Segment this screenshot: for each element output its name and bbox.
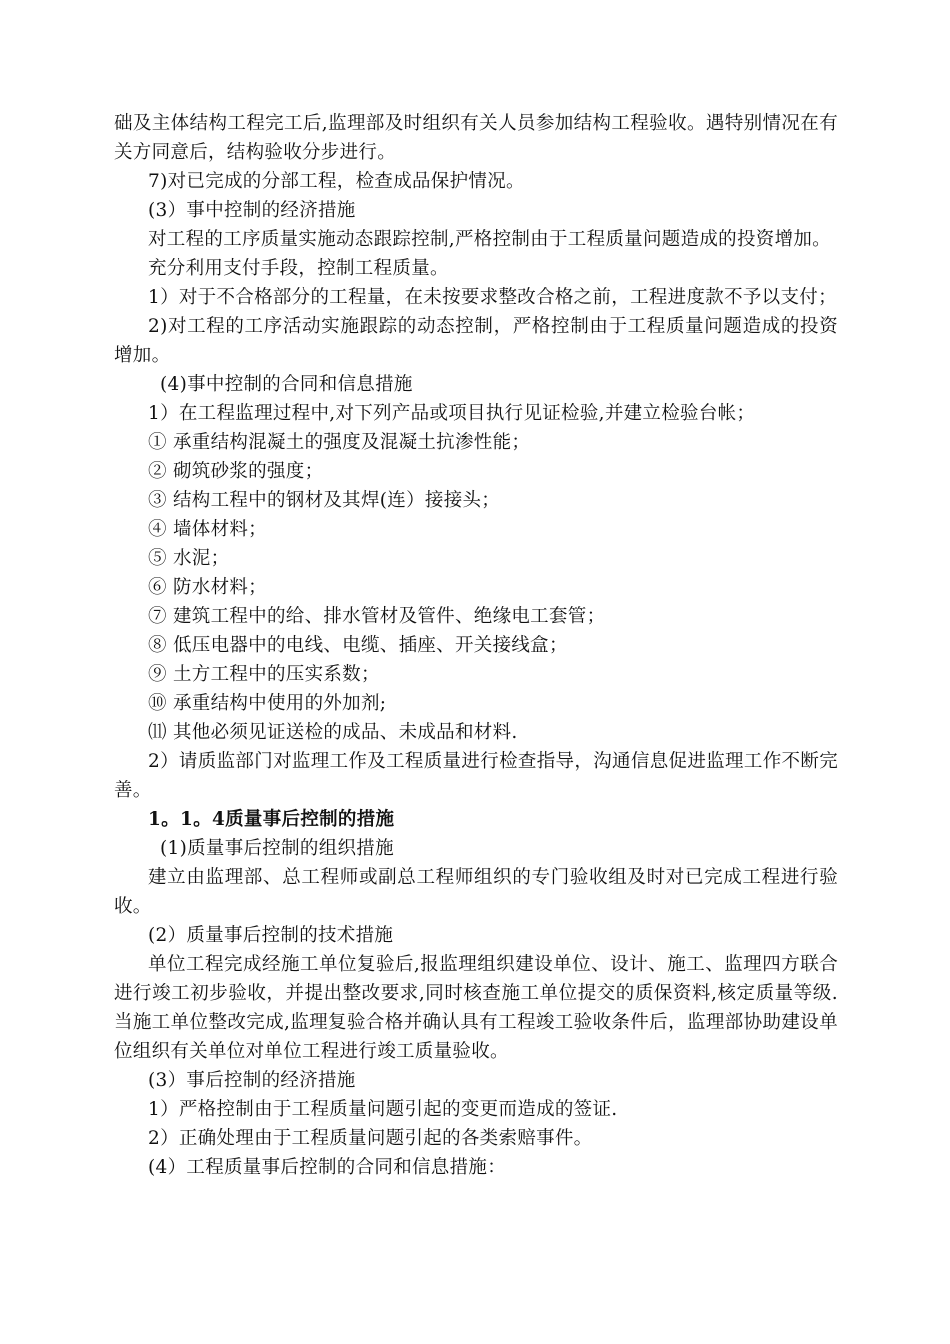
paragraph-dynamic-tracking: 对工程的工序质量实施动态跟踪控制,严格控制由于工程质量问题造成的投资增加。 bbox=[148, 229, 831, 250]
subheading-post-technical: (2）质量事后控制的技术措施 bbox=[148, 925, 394, 946]
paragraph-completion-acceptance: 单位工程完成经施工单位复验后,报监理组织建设单位、设计、施工、监理四方联合进行竣工初步验收，并提出整改要求,同时核查施工单位提交的质保资料,核定质量等级.当施工单位整改完成,监理复验合格并确认具有工程竣工验收条件后，监理部协助建设单位组织有关单位对单位工程进行竣工质量验收。 bbox=[114, 954, 838, 1062]
subheading-post-economic: (3）事后控制的经济措施 bbox=[148, 1070, 356, 1091]
subheading-post-organization: (1)质量事后控制的组织措施 bbox=[160, 838, 394, 859]
paragraph-continuation: 础及主体结构工程完工后,监理部及时组织有关人员参加结构工程验收。遇特别情况在有关方同意后，结构验收分步进行。 bbox=[114, 113, 838, 163]
list-item-6: ⑥ 防水材料； bbox=[148, 577, 267, 598]
subheading-post-contract-info: (4）工程质量事后控制的合同和信息措施： bbox=[148, 1157, 506, 1178]
list-item-5: ⑤ 水泥； bbox=[148, 548, 230, 569]
list-item-11: ⑾ 其他必须见证送检的成品、未成品和材料. bbox=[148, 722, 518, 743]
paragraph-quality-supervision: 2）请质监部门对监理工作及工程质量进行检查指导，沟通信息促进监理工作不断完善。 bbox=[114, 751, 838, 801]
subheading-contract-info-measures: (4)事中控制的合同和信息措施 bbox=[160, 374, 413, 395]
paragraph-item-1-payment: 1）对于不合格部分的工程量，在未按要求整改合格之前，工程进度款不予以支付； bbox=[148, 287, 837, 308]
list-item-3: ③ 结构工程中的钢材及其焊(连）接接头； bbox=[148, 490, 501, 511]
section-heading-post-control: 1。1。4质量事后控制的措施 bbox=[148, 809, 395, 830]
paragraph-witness-testing: 1）在工程监理过程中,对下列产品或项目执行见证检验,并建立检验台帐； bbox=[148, 403, 756, 424]
list-item-10: ⑩ 承重结构中使用的外加剂; bbox=[148, 693, 387, 714]
list-item-4: ④ 墙体材料； bbox=[148, 519, 267, 540]
paragraph-change-visa: 1）严格控制由于工程质量问题引起的变更而造成的签证. bbox=[148, 1099, 618, 1120]
list-item-9: ⑨ 土方工程中的压实系数； bbox=[148, 664, 380, 685]
paragraph-acceptance-group: 建立由监理部、总工程师或副总工程师组织的专门验收组及时对已完成工程进行验收。 bbox=[114, 867, 838, 917]
list-item-1: ① 承重结构混凝土的强度及混凝土抗渗性能； bbox=[148, 432, 531, 453]
paragraph-payment-means: 充分利用支付手段，控制工程质量。 bbox=[148, 258, 449, 279]
paragraph-item-2-control: 2)对工程的工序活动实施跟踪的动态控制，严格控制由于工程质量问题造成的投资增加。 bbox=[114, 316, 838, 366]
subheading-economic-measures: (3）事中控制的经济措施 bbox=[148, 200, 356, 221]
paragraph-item-7: 7)对已完成的分部工程，检查成品保护情况。 bbox=[148, 171, 525, 192]
list-item-8: ⑧ 低压电器中的电线、电缆、插座、开关接线盒； bbox=[148, 635, 568, 656]
document-body bbox=[114, 109, 838, 1182]
paragraph-claims: 2）正确处理由于工程质量问题引起的各类索赔事件。 bbox=[148, 1128, 593, 1149]
list-item-7: ⑦ 建筑工程中的给、排水管材及管件、绝缘电工套管； bbox=[148, 606, 606, 627]
list-item-2: ② 砌筑砂浆的强度； bbox=[148, 461, 324, 482]
